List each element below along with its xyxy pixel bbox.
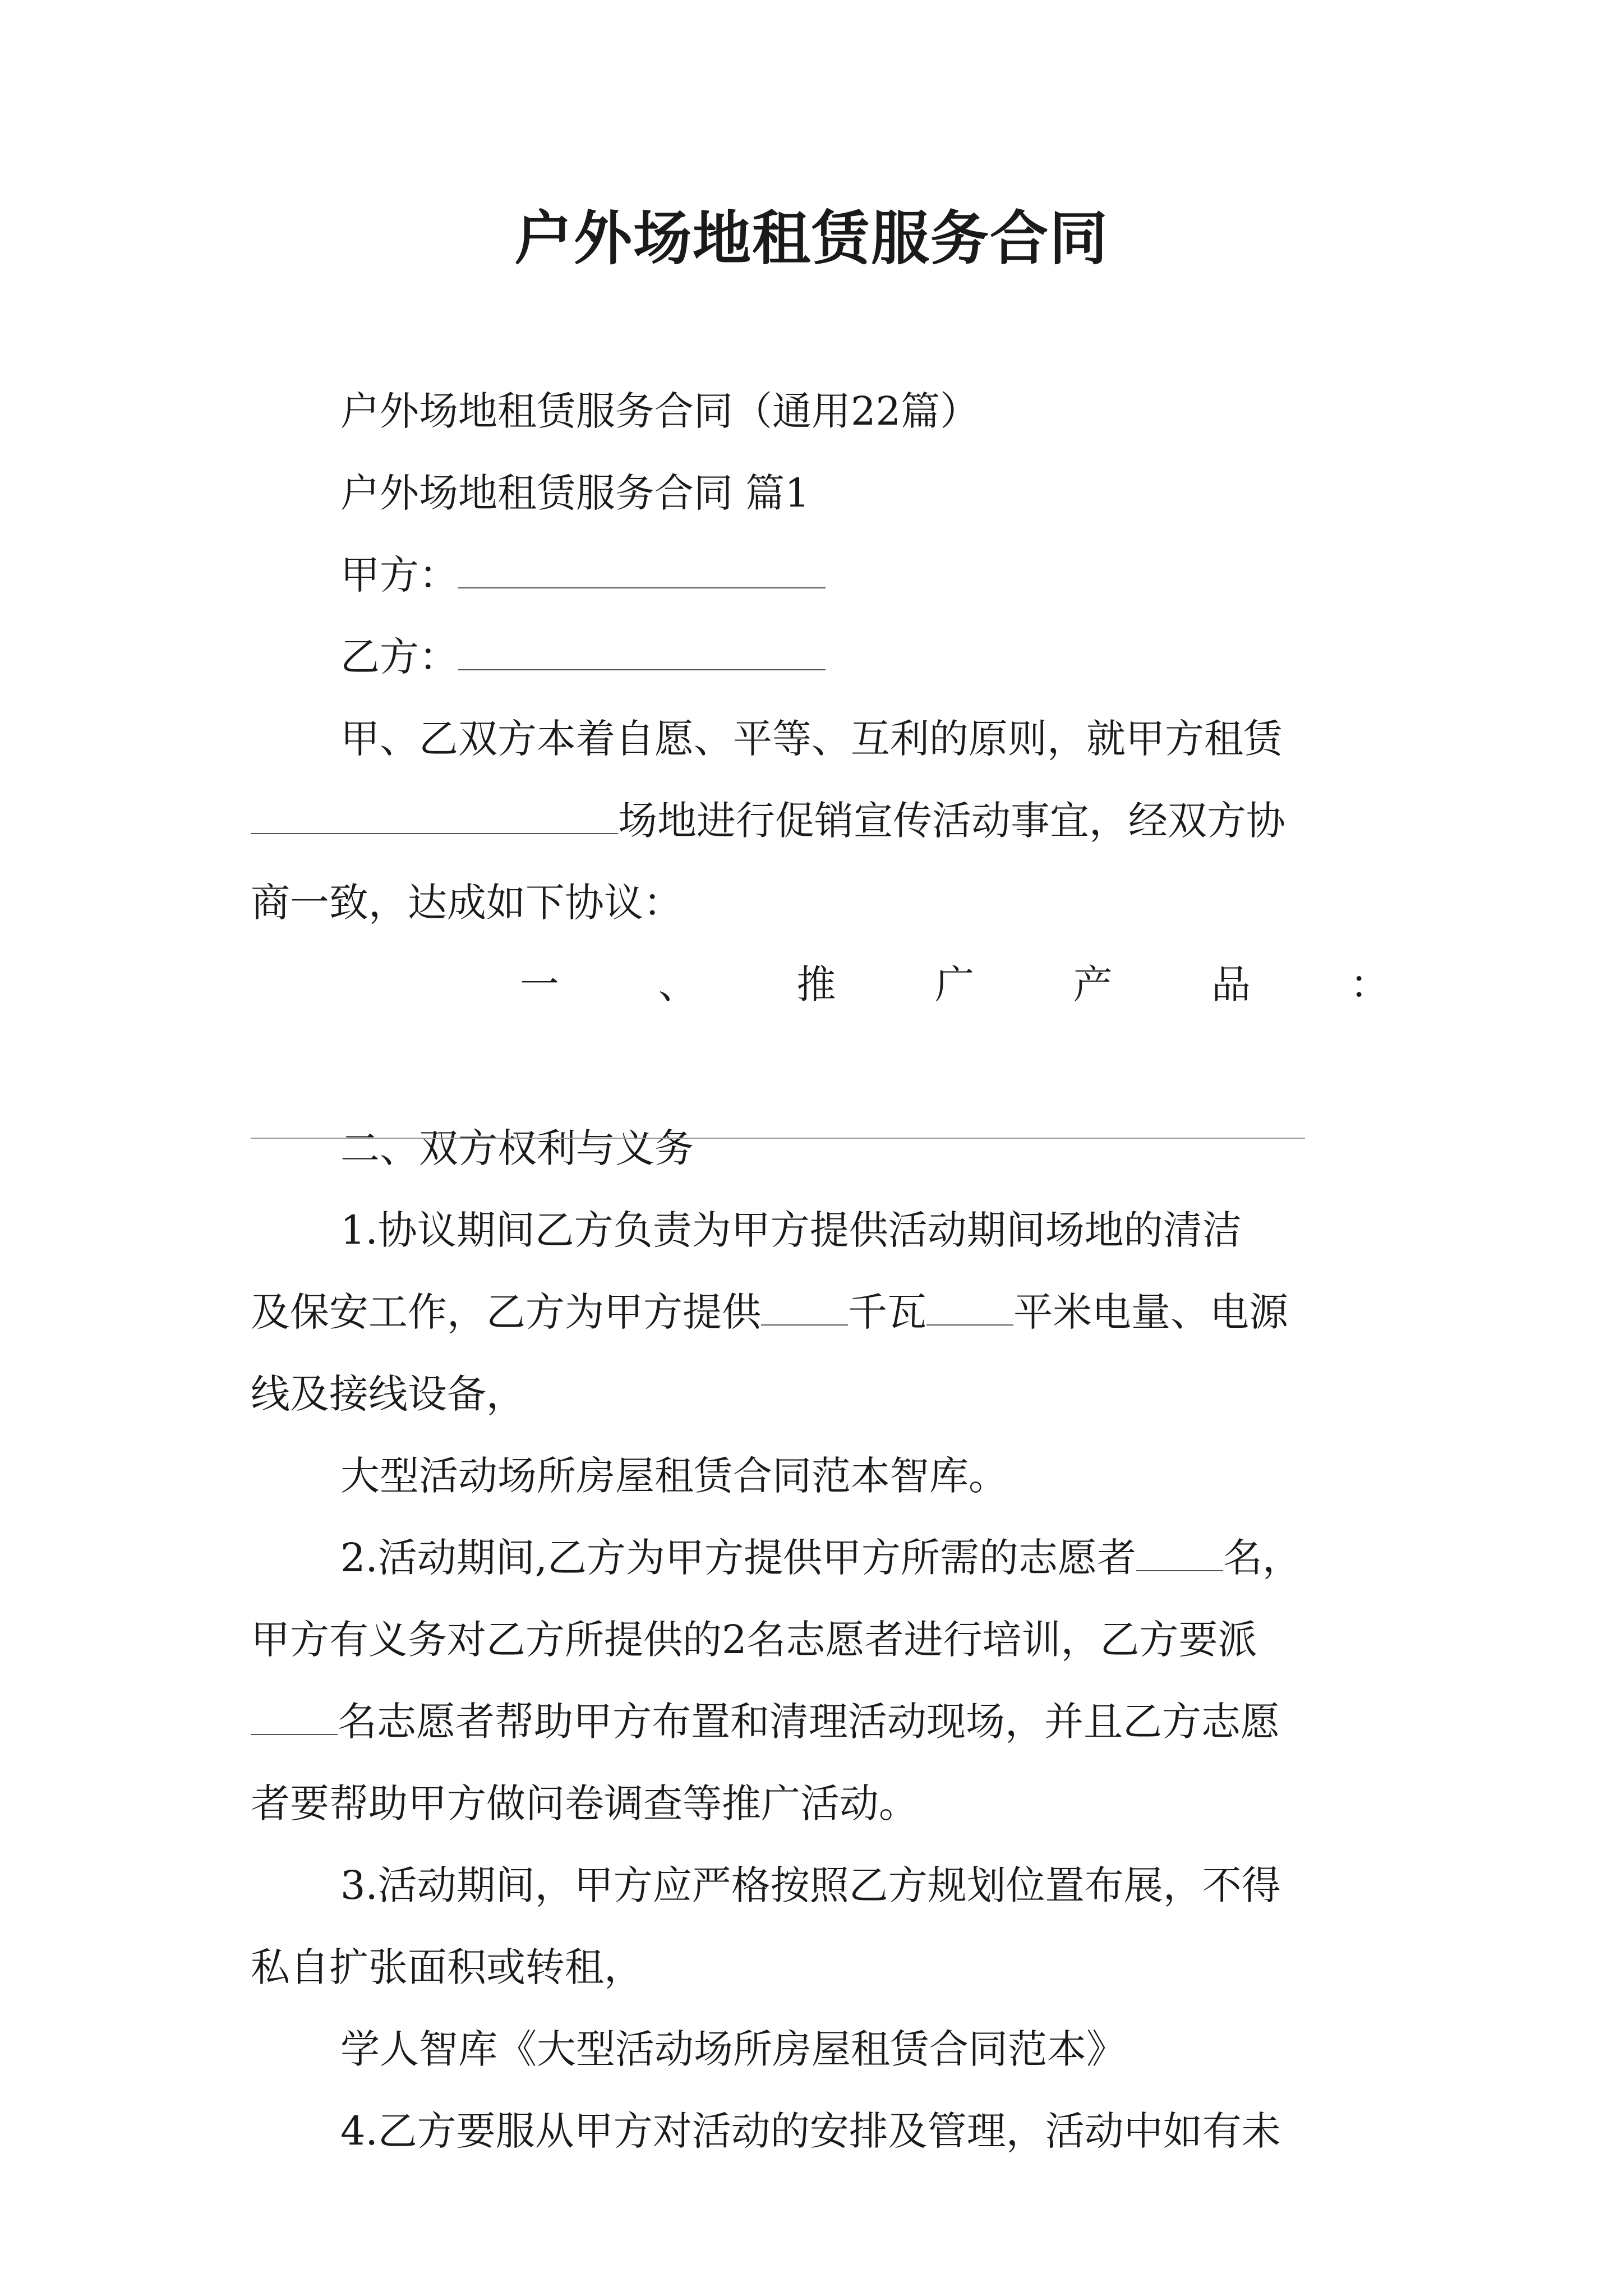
item-1-text-d: 平米电量、电源 xyxy=(1013,1289,1288,1335)
product-blank-line xyxy=(251,1025,1389,1107)
venue-blank xyxy=(251,798,618,834)
item-1-line-b xyxy=(251,1271,1389,1353)
party-b-label: 乙方： xyxy=(340,634,458,680)
item-2-text-d: 名志愿者帮助甲方布置和清理活动现场，并且乙方志愿 xyxy=(338,1699,1280,1745)
item-1-text-c: 千瓦 xyxy=(848,1289,926,1335)
item-1-text-b: 及保安工作，乙方为甲方提供 xyxy=(251,1289,761,1335)
item-2-text-a: 2.活动期间,乙方为甲方提供甲方所需的志愿者 xyxy=(340,1535,1137,1581)
subtitle-line: 户外场地租赁服务合同（通用22篇） xyxy=(340,388,980,434)
intro-line-2 xyxy=(251,780,1389,862)
intro-line-2-text: 场地进行促销宣传活动事宜，经双方协 xyxy=(618,798,1285,844)
item-2-line-d xyxy=(251,1681,1389,1763)
party-a-blank xyxy=(458,553,826,588)
party-b-blank xyxy=(458,634,826,670)
party-a-label: 甲方： xyxy=(340,552,458,598)
section-1-char: 推 xyxy=(796,961,836,1007)
item-2-line-a xyxy=(251,1517,1389,1599)
part-heading: 户外场地租赁服务合同 篇1 xyxy=(340,470,810,516)
party-a-line xyxy=(251,534,1389,616)
note-2: 学人智库《大型活动场所房屋租赁合同范本》 xyxy=(340,2026,1126,2072)
intro-line-1: 甲、乙双方本着自愿、平等、互利的原则，就甲方租赁 xyxy=(340,716,1283,762)
section-1-char: 、 xyxy=(658,961,698,1007)
helper-count-blank xyxy=(251,1699,338,1735)
item-1-line-e: 线及接线设备， xyxy=(251,1371,525,1417)
item-2-text-b: 名， xyxy=(1223,1535,1302,1581)
section-1-char: ： xyxy=(1349,961,1389,1007)
section-1-char: 一 xyxy=(520,961,559,1007)
kilowatt-blank xyxy=(761,1290,848,1326)
intro-line-3: 商一致，达成如下协议： xyxy=(251,880,683,926)
item-2-line-e: 者要帮助甲方做问卷调查等推广活动。 xyxy=(251,1780,918,1826)
item-3-line-a: 3.活动期间，甲方应严格按照乙方规划位置布展，不得 xyxy=(340,1862,1281,1908)
document-body xyxy=(251,370,1389,2172)
item-4-line-a: 4.乙方要服从甲方对活动的安排及管理，活动中如有未 xyxy=(340,2108,1281,2154)
volunteer-count-blank xyxy=(1136,1535,1223,1571)
area-blank xyxy=(926,1290,1013,1326)
party-b-line xyxy=(251,616,1389,698)
item-2-line-c: 甲方有义务对乙方所提供的2名志愿者进行培训，乙方要派 xyxy=(251,1617,1257,1663)
section-2-heading: 二、双方权利与义务 xyxy=(340,1125,694,1171)
item-1-line-a: 1.协议期间乙方负责为甲方提供活动期间场地的清洁 xyxy=(340,1207,1242,1253)
section-1-char: 品 xyxy=(1211,961,1251,1007)
document-title: 户外场地租赁服务合同 xyxy=(514,204,1109,273)
note-1: 大型活动场所房屋租赁合同范本智库。 xyxy=(340,1453,1008,1499)
item-3-line-b: 私自扩张面积或转租， xyxy=(251,1944,643,1990)
section-1-char: 产 xyxy=(1073,961,1113,1007)
product-blank-rule xyxy=(251,1138,1305,1139)
section-1-heading xyxy=(251,944,1389,1025)
section-1-char: 广 xyxy=(934,961,974,1007)
